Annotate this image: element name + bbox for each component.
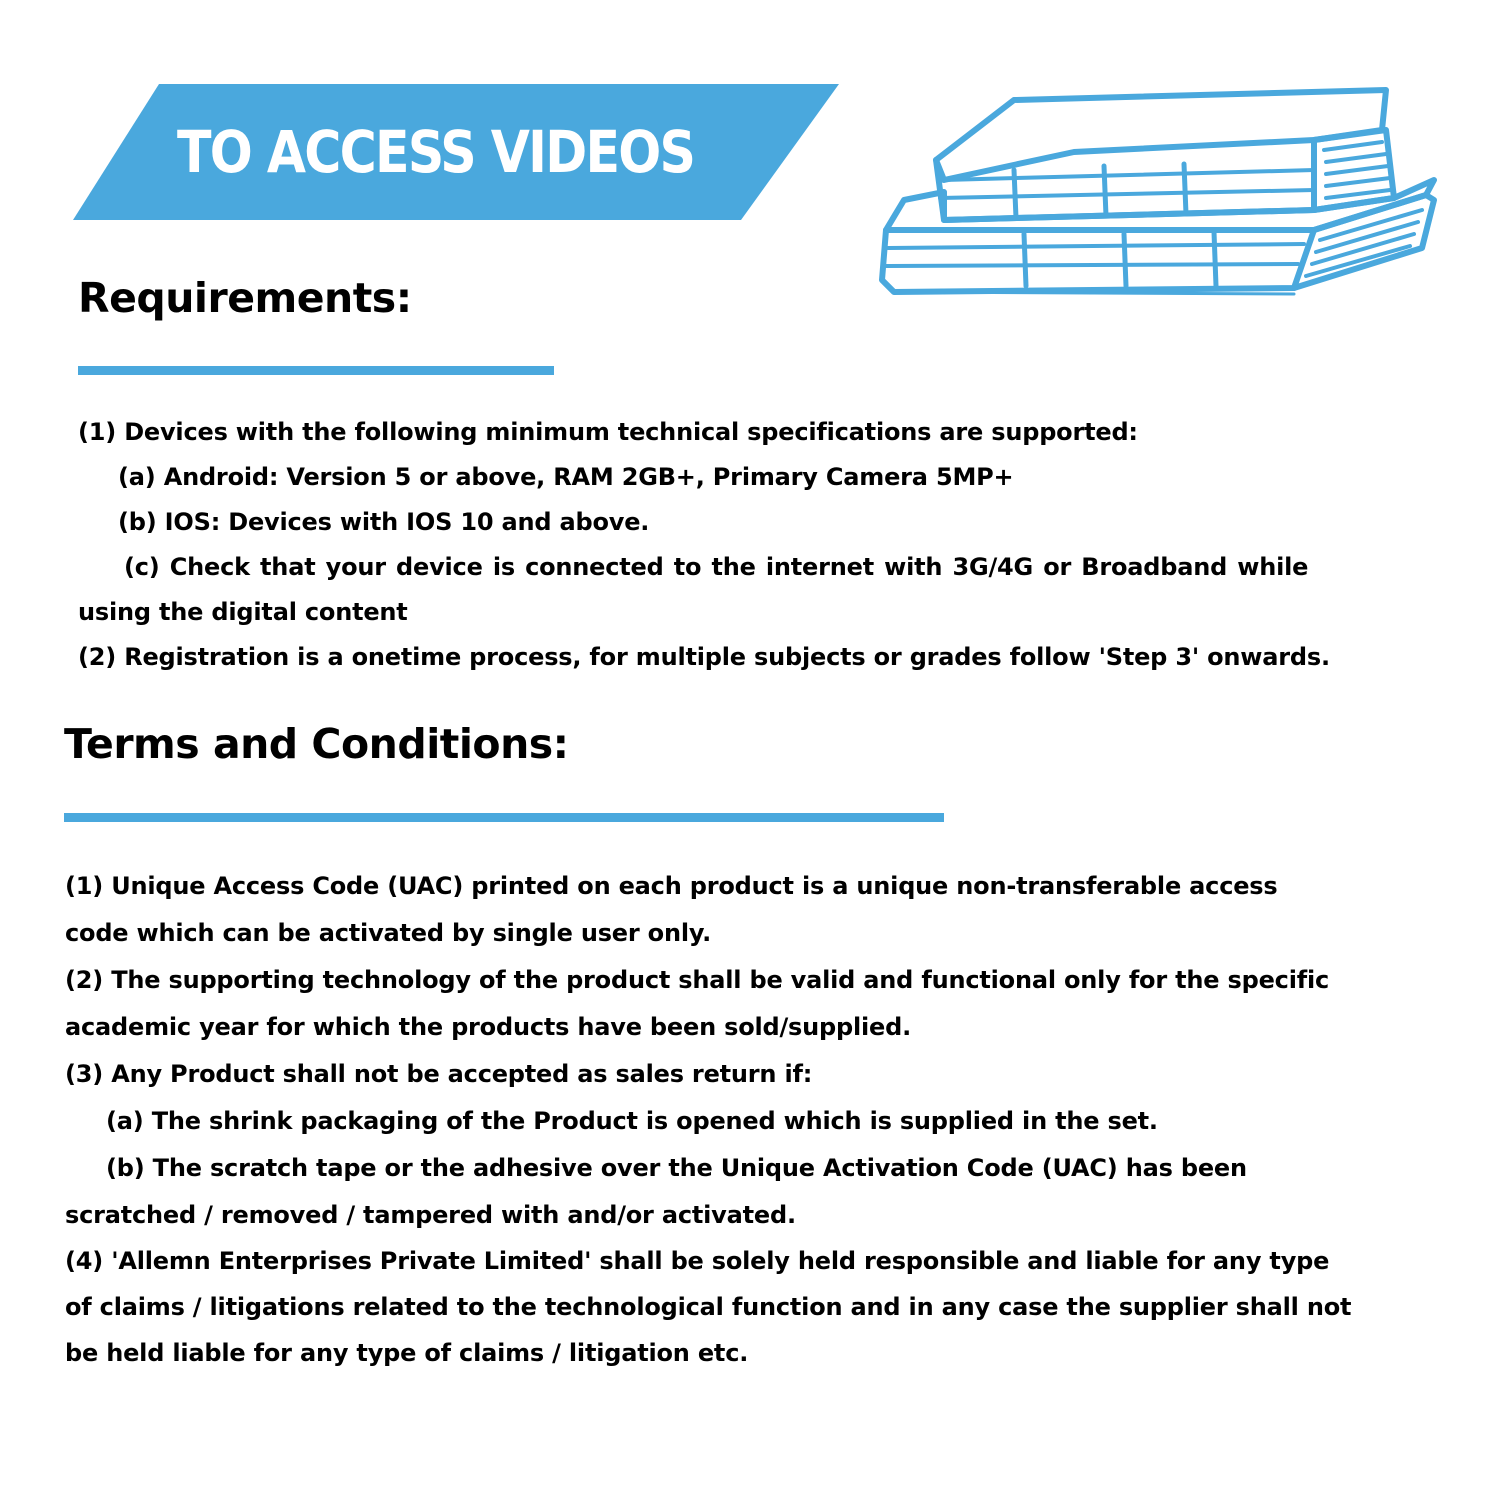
terms-line: (3) Any Product shall not be accepted as sales return if: xyxy=(65,1060,813,1088)
requirement-line: (b) IOS: Devices with IOS 10 and above. xyxy=(118,508,650,536)
terms-line: (2) The supporting technology of the product shall be valid and functional only for the specific xyxy=(65,966,1330,994)
requirement-line: (1) Devices with the following minimum technical specifications are supported: xyxy=(78,418,1138,446)
terms-line: scratched / removed / tampered with and/or activated. xyxy=(65,1201,796,1229)
terms-divider xyxy=(64,813,944,822)
requirements-heading: Requirements: xyxy=(78,274,412,322)
terms-line: academic year for which the products have been sold/supplied. xyxy=(65,1013,912,1041)
terms-heading: Terms and Conditions: xyxy=(64,720,569,768)
requirements-divider xyxy=(78,366,554,375)
banner-title: TO ACCESS VIDEOS xyxy=(177,118,695,186)
terms-line: be held liable for any type of claims / litigation etc. xyxy=(65,1339,749,1367)
title-banner xyxy=(73,84,839,220)
requirement-line: (2) Registration is a onetime process, for multiple subjects or grades follow 'Step 3' onwards. xyxy=(78,643,1330,671)
books-stack-icon xyxy=(874,80,1440,310)
requirement-line: using the digital content xyxy=(78,598,408,626)
terms-line: (4) 'Allemn Enterprises Private Limited' shall be solely held responsible and liable for any type xyxy=(65,1247,1330,1275)
terms-line: of claims / litigations related to the technological function and in any case the supplier shall not xyxy=(65,1293,1352,1321)
terms-line: (a) The shrink packaging of the Product is opened which is supplied in the set. xyxy=(106,1107,1158,1135)
terms-line: code which can be activated by single user only. xyxy=(65,919,712,947)
terms-line: (b) The scratch tape or the adhesive over the Unique Activation Code (UAC) has been xyxy=(106,1154,1247,1182)
terms-line: (1) Unique Access Code (UAC) printed on each product is a unique non-transferable access xyxy=(65,872,1278,900)
requirement-line: (a) Android: Version 5 or above, RAM 2GB+, Primary Camera 5MP+ xyxy=(118,463,1014,491)
requirement-line: (c) Check that your device is connected to the internet with 3G/4G or Broadband while xyxy=(124,553,1309,581)
